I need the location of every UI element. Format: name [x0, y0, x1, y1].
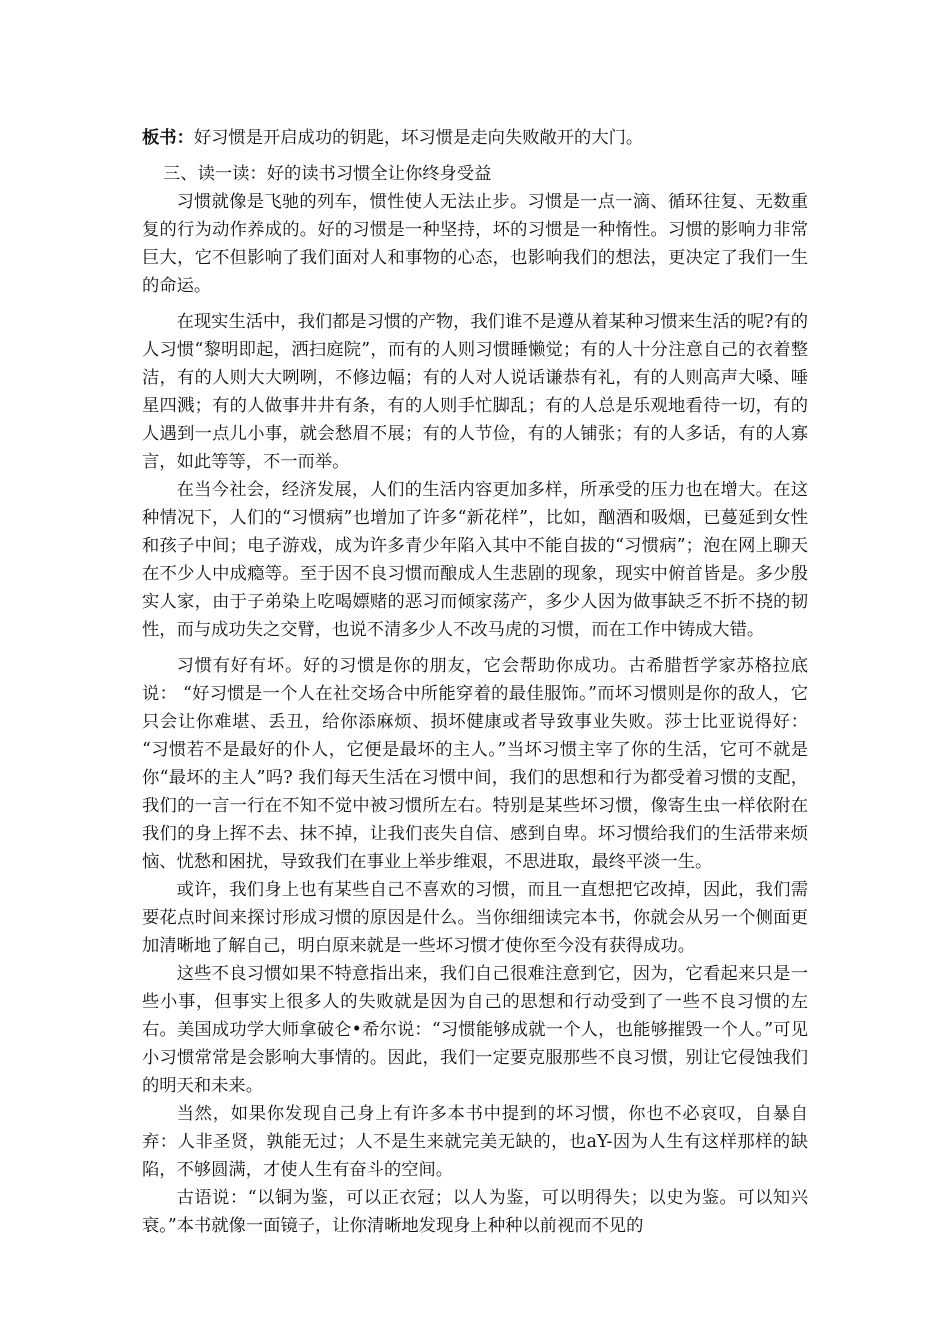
paragraph-8: 古语说：“以铜为鉴，可以正衣冠；以人为鉴，可以明得失；以史为鉴。可以知兴衰。”本书就像一面镜子，让你清晰地发现身上种种以前视而不见的 [142, 1188, 808, 1236]
blackboard-note [142, 124, 808, 152]
paragraph-7: 当然，如果你发现自己身上有许多本书中提到的坏习惯，你也不必哀叹，自暴自弃：人非圣贤，孰能无过；人不是生来就完美无缺的，也aY-因为人生有这样那样的缺陷，不够圆满，才使人生有奋斗的空间。 [142, 1104, 808, 1180]
blackboard-text: 好习惯是开启成功的钥匙，坏习惯是走向失败敞开的大门。 [193, 128, 644, 148]
paragraph-5: 或许，我们身上也有某些自己不喜欢的习惯，而且一直想把它改掉，因此，我们需要花点时间来探讨形成习惯的原因是什么。当你细细读完本书，你就会从另一个侧面更加清晰地了解自己，明白原来就是一些坏习惯才使你至今没有获得成功。 [142, 880, 808, 956]
blackboard-label: 板书： [142, 128, 194, 148]
document-page [142, 124, 808, 1240]
paragraph-6: 这些不良习惯如果不特意指出来，我们自己很难注意到它，因为，它看起来只是一些小事，但事实上很多人的失败就是因为自己的思想和行动受到了一些不良习惯的左右。美国成功学大师拿破仑•希尔说：“习惯能够成就一个人，也能够摧毁一个人。”可见小习惯常常是会影响大事情的。因此，我们一定要克服那些不良习惯，别让它侵蚀我们的明天和未来。 [142, 964, 808, 1096]
section-heading: 三、读一读：好的读书习惯全让你终身受益 [163, 164, 492, 184]
paragraph-3: 在当今社会，经济发展，人们的生活内容更加多样，所承受的压力也在增大。在这种情况下，人们的“习惯病”也增加了许多“新花样”，比如，酗酒和吸烟，已蔓延到女性和孩子中间；电子游戏，成为许多青少年陷入其中不能自拔的“习惯病”；泡在网上聊天在不少人中成瘾等。至于因不良习惯而酿成人生悲剧的现象，现实中俯首皆是。多少殷实人家，由于子弟染上吃喝嫖赌的恶习而倾家荡产，多少人因为做事缺乏不折不挠的韧性，而与成功失之交臂，也说不清多少人不改马虎的习惯，而在工作中铸成大错。 [142, 480, 808, 640]
paragraph-4: 习惯有好有坏。好的习惯是你的朋友，它会帮助你成功。古希腊哲学家苏格拉底说： “好习惯是一个人在社交场合中所能穿着的最佳服饰。”而坏习惯则是你的敌人，它只会让你难堪、丢丑，给你添麻烦、损坏健康或者导致事业失败。莎士比亚说得好： “习惯若不是最好的仆人，它便是最坏的主人。”当坏习惯主宰了你的生活，它可不就是你“最坏的主人”吗? 我们每天生活在习惯中间，我们的思想和行为都受着习惯的支配，我们的一言一行在不知不觉中被习惯所左右。特别是某些坏习惯，像寄生虫一样依附在我们的身上挥不去、抹不掉，让我们丧失自信、感到自卑。坏习惯给我们的生活带来烦恼、忧愁和困扰，导致我们在事业上举步维艰，不思进取，最终平淡一生。 [142, 656, 808, 872]
paragraph-2: 在现实生活中，我们都是习惯的产物，我们谁不是遵从着某种习惯来生活的呢?有的人习惯“黎明即起，洒扫庭院”，而有的人则习惯睡懒觉；有的人十分注意自己的衣着整洁，有的人则大大咧咧，不修边幅；有的人对人说话谦恭有礼，有的人则高声大嗓、唾星四溅；有的人做事井井有条，有的人则手忙脚乱；有的人总是乐观地看待一切，有的人遇到一点儿小事，就会愁眉不展；有的人节俭，有的人铺张；有的人多话，有的人寡言，如此等等，不一而举。 [142, 312, 808, 472]
paragraph-1: 习惯就像是飞驰的列车，惯性使人无法止步。习惯是一点一滴、循环往复、无数重复的行为动作养成的。好的习惯是一种坚持，坏的习惯是一种惰性。习惯的影响力非常巨大，它不但影响了我们面对人和事物的心态，也影响我们的想法，更决定了我们一生的命运。 [142, 192, 808, 296]
